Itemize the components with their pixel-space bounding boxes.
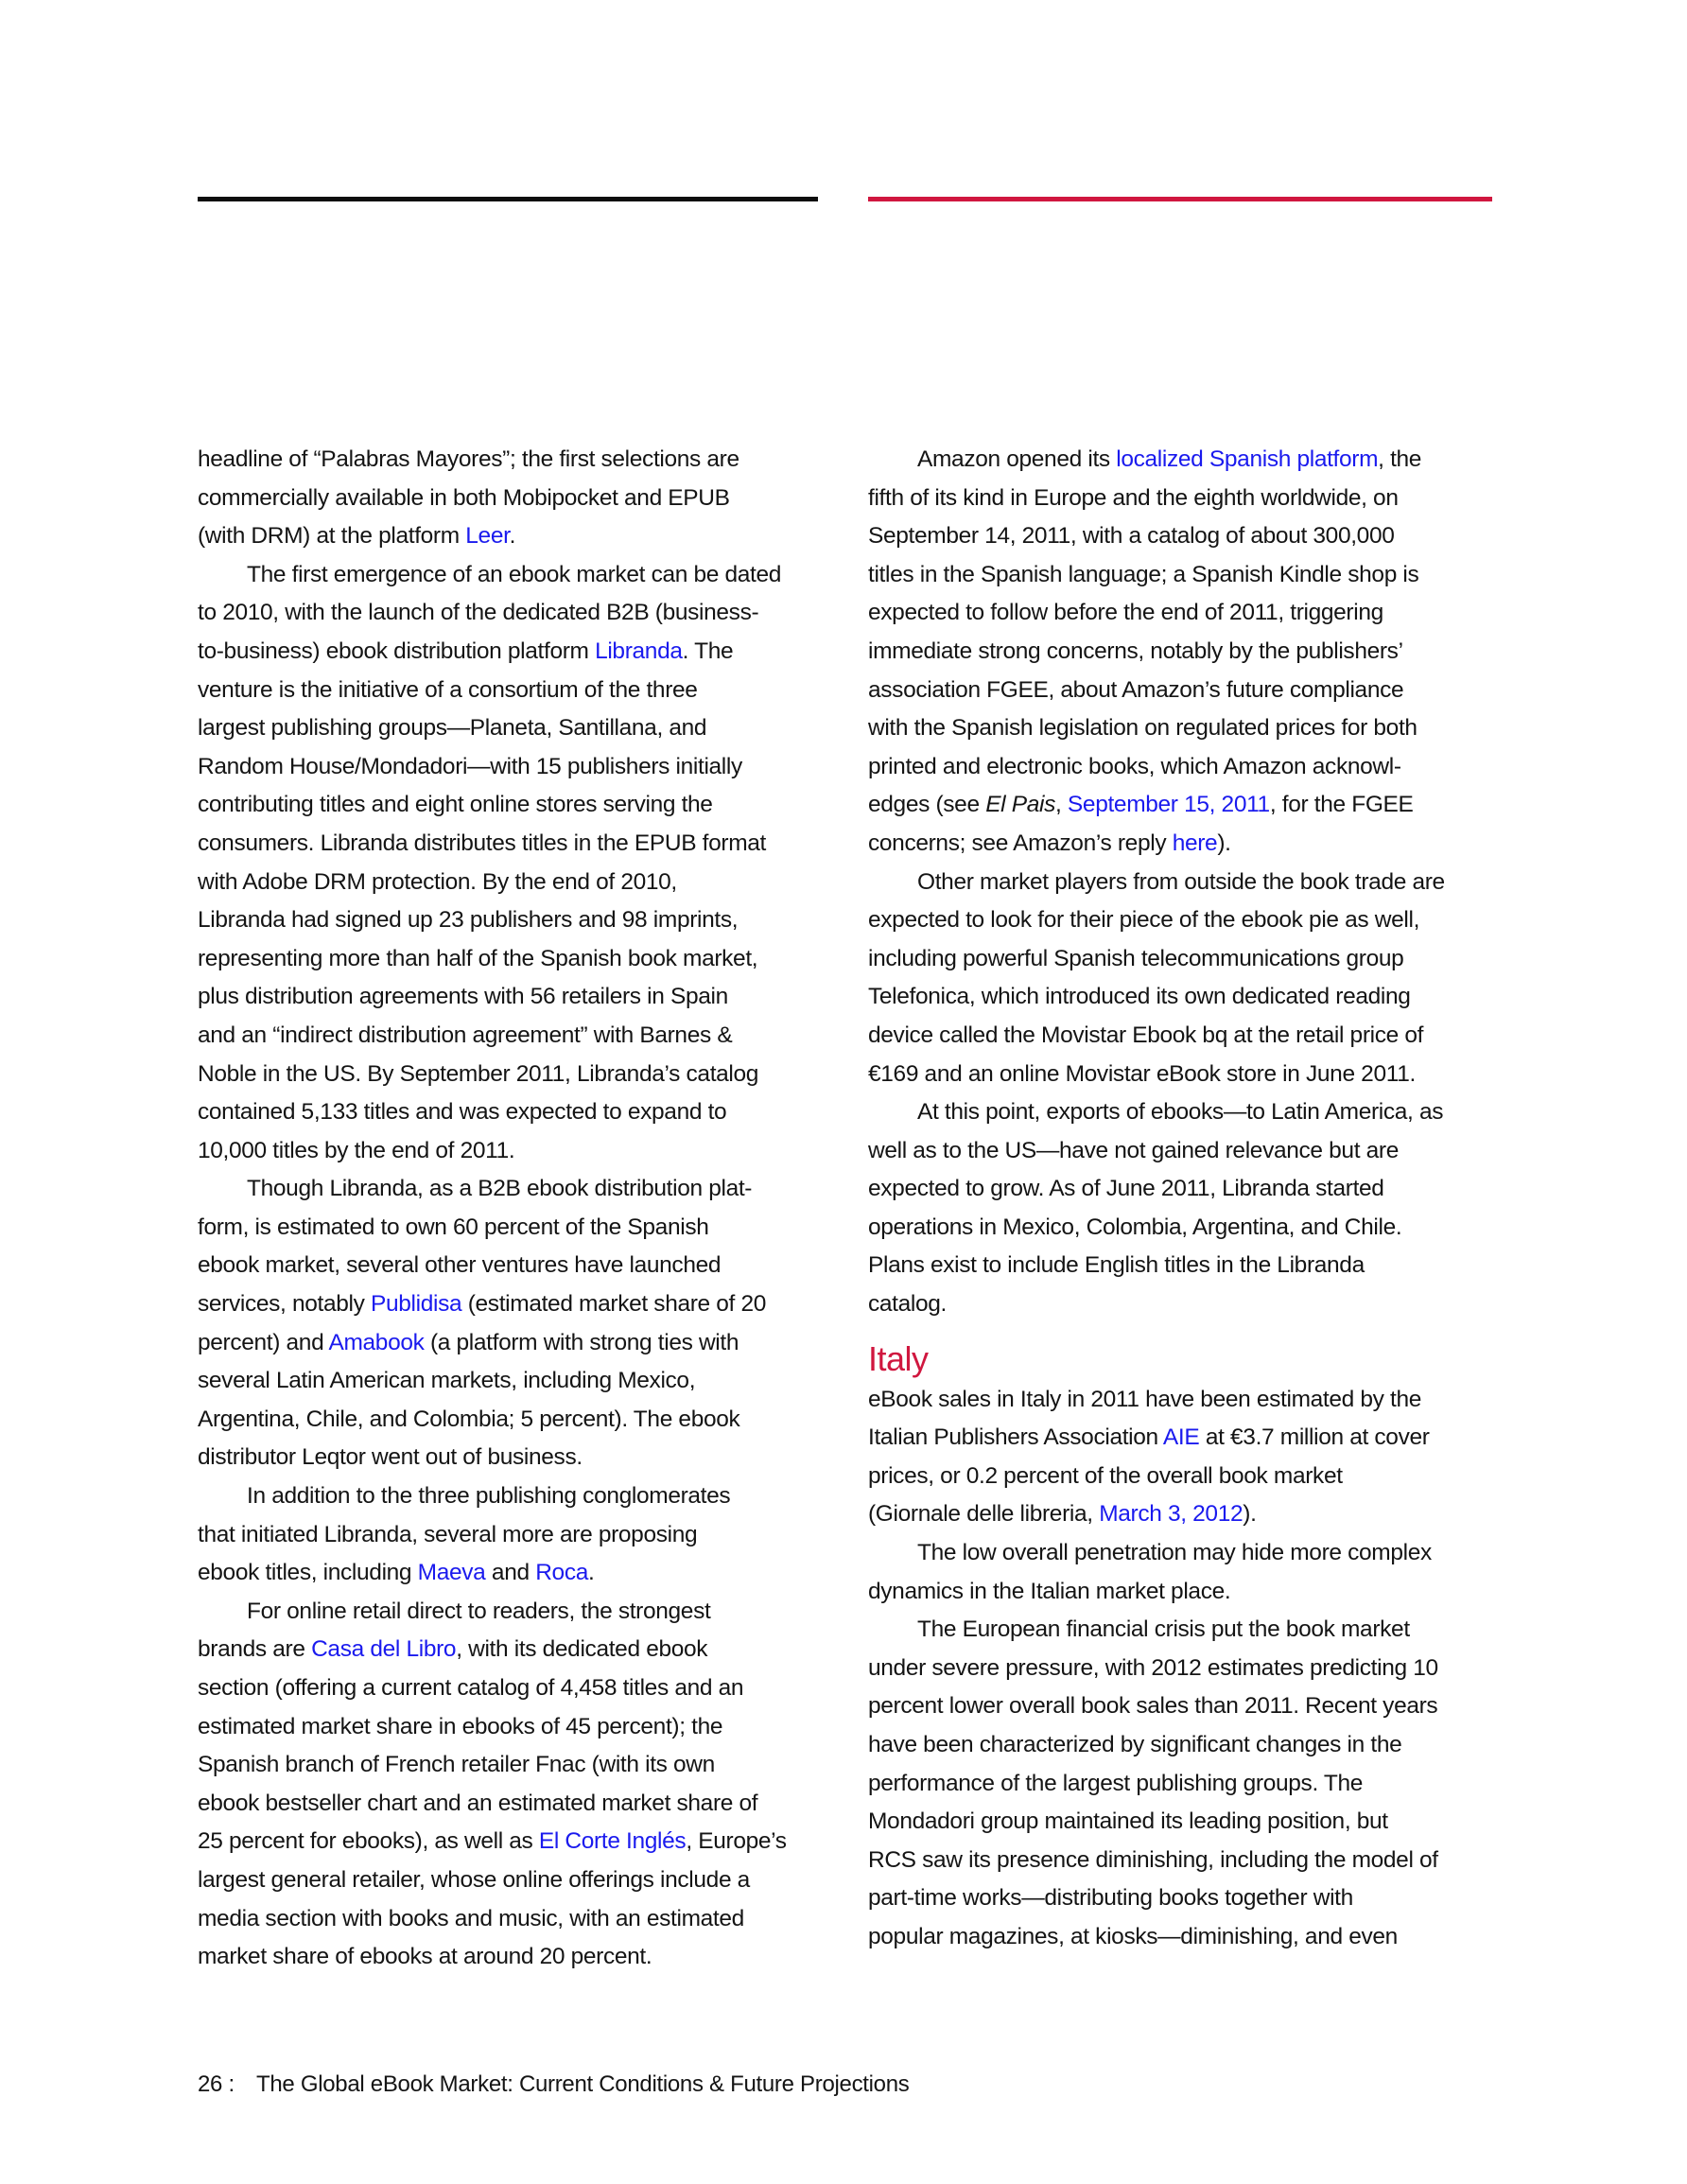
text-line <box>868 1573 1511 1612</box>
text-run: expected to grow. As of June 2011, Libranda started <box>868 1176 1384 1202</box>
text-run: consumers. Libranda distributes titles in the EPUB format <box>198 830 766 856</box>
text-line <box>868 441 1511 480</box>
text-line <box>198 978 841 1017</box>
text-line <box>198 940 841 979</box>
left-column <box>198 441 841 1977</box>
text-line <box>868 1285 1511 1324</box>
text-line <box>868 1534 1511 1573</box>
text-run: , <box>1055 792 1068 818</box>
text-run: largest publishing groups—Planeta, Santillana, and <box>198 715 707 742</box>
text-run: The European financial crisis put the book market <box>917 1616 1410 1643</box>
text-line <box>198 441 841 480</box>
text-line <box>198 1017 841 1056</box>
hyperlink[interactable]: Maeva <box>417 1560 486 1586</box>
text-line <box>198 1439 841 1477</box>
text-run: venture is the initiative of a consortium of the three <box>198 676 698 703</box>
text-run: Plans exist to include English titles in the Libranda <box>868 1252 1365 1279</box>
text-run: At this point, exports of ebooks—to Latin America, as <box>917 1099 1444 1126</box>
text-run: section (offering a current catalog of 4,458 titles and an <box>198 1675 744 1701</box>
text-line <box>868 633 1511 672</box>
hyperlink[interactable]: Casa del Libro <box>311 1636 457 1663</box>
text-line <box>868 1132 1511 1171</box>
text-line <box>198 1401 841 1440</box>
text-line <box>868 1419 1511 1458</box>
text-run: under severe pressure, with 2012 estimates predicting 10 <box>868 1654 1438 1681</box>
text-run: well as to the US—have not gained relevance but are <box>868 1137 1399 1163</box>
hyperlink[interactable]: Roca <box>535 1560 589 1586</box>
text-run: headline of “Palabras Mayores”; the first selections are <box>198 446 739 472</box>
left-column-rule <box>198 197 818 201</box>
text-line <box>198 1593 841 1632</box>
text-line <box>198 901 841 940</box>
text-line <box>198 556 841 595</box>
text-run: media section with books and music, with an estimated <box>198 1905 744 1931</box>
text-run: 10,000 titles by the end of 2011. <box>198 1137 515 1163</box>
text-line <box>198 825 841 864</box>
text-run: at €3.7 million at cover <box>1199 1424 1430 1451</box>
publication-title: The Global eBook Market: Current Conditions & Future Projections <box>256 2071 910 2097</box>
page-number: 26 : <box>198 2071 235 2097</box>
text-run: titles in the Spanish language; a Spanish Kindle shop is <box>868 561 1419 587</box>
text-run: , Europe’s <box>686 1828 787 1855</box>
text-run: ebook market, several other ventures have launched <box>198 1252 722 1279</box>
text-line <box>198 748 841 787</box>
text-line <box>868 786 1511 825</box>
hyperlink[interactable]: March 3, 2012 <box>1099 1501 1244 1528</box>
text-run: (Giornale delle libreria, <box>868 1501 1100 1528</box>
text-line <box>868 709 1511 748</box>
text-run: Random House/Mondadori—with 15 publishers initially <box>198 753 742 779</box>
text-line <box>868 1017 1511 1056</box>
text-run: percent) and <box>198 1329 329 1355</box>
text-line <box>198 1362 841 1401</box>
right-column-top-text <box>868 441 1511 1324</box>
text-run: performance of the largest publishing groups. The <box>868 1770 1364 1796</box>
right-column <box>868 441 1511 1957</box>
text-line <box>198 1170 841 1209</box>
text-run: have been characterized by significant changes in the <box>868 1732 1402 1757</box>
text-run: percent lower overall book sales than 2011. Recent years <box>868 1693 1438 1720</box>
text-line <box>868 864 1511 902</box>
text-run: ebook titles, including <box>198 1560 418 1586</box>
text-line <box>868 1842 1511 1880</box>
text-line <box>868 517 1511 556</box>
text-line <box>868 1458 1511 1496</box>
text-run: September 14, 2011, with a catalog of about 300,000 <box>868 523 1395 550</box>
text-line <box>198 864 841 902</box>
text-run: representing more than half of the Spanish book market, <box>198 945 758 971</box>
text-line <box>198 1324 841 1363</box>
text-run: €169 and an online Movistar eBook store in June 2011. <box>868 1060 1416 1087</box>
text-run: ebook bestseller chart and an estimated market share of <box>198 1790 758 1816</box>
text-line <box>198 1554 841 1593</box>
text-line <box>868 748 1511 787</box>
text-line <box>868 1879 1511 1918</box>
text-run: market share of ebooks at around 20 percent. <box>198 1944 652 1970</box>
text-run: The first emergence of an ebook market can be dated <box>247 561 782 587</box>
text-run: Telefonica, which introduced its own dedicated reading <box>868 984 1411 1010</box>
text-run: plus distribution agreements with 56 retailers in Spain <box>198 984 728 1010</box>
text-line <box>868 556 1511 595</box>
text-run: Italian Publishers Association <box>868 1424 1163 1451</box>
text-line <box>868 1765 1511 1804</box>
text-line <box>198 633 841 672</box>
text-run: expected to look for their piece of the ebook pie as well, <box>868 907 1420 934</box>
text-line <box>198 480 841 518</box>
text-run: ). <box>1243 1501 1257 1528</box>
text-line <box>868 1918 1511 1957</box>
text-line <box>868 480 1511 518</box>
text-run: popular magazines, at kiosks—diminishing, and even <box>868 1923 1398 1949</box>
text-run: (a platform with strong ties with <box>424 1329 739 1355</box>
text-run: , with its dedicated ebook <box>456 1636 708 1663</box>
hyperlink[interactable]: El Corte Inglés <box>538 1828 687 1855</box>
text-run: contained 5,133 titles and was expected to expand to <box>198 1099 727 1126</box>
text-line <box>868 1650 1511 1688</box>
text-run: eBook sales in Italy in 2011 have been estimated by the <box>868 1386 1422 1412</box>
text-run: to 2010, with the launch of the dedicated B2B (business- <box>198 600 759 626</box>
text-run: immediate strong concerns, notably by the publishers’ <box>868 638 1403 664</box>
text-run: In addition to the three publishing conglomerates <box>247 1483 731 1510</box>
text-run: form, is estimated to own 60 percent of the Spanish <box>198 1214 709 1240</box>
text-run: device called the Movistar Ebook bq at the retail price of <box>868 1022 1424 1048</box>
text-line <box>868 825 1511 864</box>
text-run: catalog. <box>868 1291 948 1318</box>
text-line <box>198 1209 841 1248</box>
text-run: concerns; see Amazon’s reply <box>868 830 1173 856</box>
text-line <box>868 1687 1511 1726</box>
text-run: to-business) ebook distribution platform <box>198 638 596 664</box>
text-line <box>868 1803 1511 1842</box>
text-run: Mondadori group maintained its leading position, but <box>868 1808 1388 1835</box>
text-run: printed and electronic books, which Amazon acknowl- <box>868 753 1401 779</box>
text-line <box>198 1056 841 1094</box>
text-line <box>198 1785 841 1824</box>
text-run: prices, or 0.2 percent of the overall book market <box>868 1462 1343 1489</box>
text-line <box>868 901 1511 940</box>
hyperlink[interactable]: Libranda <box>595 638 683 664</box>
text-line <box>198 1823 841 1861</box>
text-run: Other market players from outside the book trade are <box>917 868 1445 895</box>
text-line <box>198 1093 841 1132</box>
text-run: , for the FGEE <box>1269 792 1414 818</box>
text-run: including powerful Spanish telecommunications group <box>868 945 1404 971</box>
text-run: 25 percent for ebooks), as well as <box>198 1828 539 1855</box>
hyperlink[interactable]: Publidisa <box>370 1291 462 1318</box>
text-run: with Adobe DRM protection. By the end of 2010, <box>198 868 677 895</box>
text-run: part-time works—distributing books together with <box>868 1885 1353 1912</box>
text-line <box>198 594 841 633</box>
text-run: largest general retailer, whose online offerings include a <box>198 1866 750 1893</box>
text-run: . The <box>682 638 734 664</box>
text-run: ). <box>1217 830 1231 856</box>
text-line <box>198 1516 841 1555</box>
text-run: and <box>485 1560 536 1586</box>
hyperlink[interactable]: Leer <box>465 523 510 550</box>
text-run: that initiated Libranda, several more are proposing <box>198 1521 698 1547</box>
text-run: Though Libranda, as a B2B ebook distribution plat- <box>247 1176 753 1202</box>
text-run: distributor Leqtor went out of business. <box>198 1444 583 1471</box>
text-run: Noble in the US. By September 2011, Libranda’s catalog <box>198 1060 759 1087</box>
text-run: For online retail direct to readers, the strongest <box>247 1598 711 1624</box>
text-run: with the Spanish legislation on regulated prices for both <box>868 715 1417 742</box>
text-run: several Latin American markets, including Mexico, <box>198 1368 696 1394</box>
text-line <box>198 1132 841 1171</box>
text-line <box>868 1093 1511 1132</box>
page-footer <box>198 2071 909 2098</box>
text-run: , the <box>1378 446 1422 472</box>
text-run: estimated market share in ebooks of 45 percent); the <box>198 1713 723 1739</box>
text-line <box>868 594 1511 633</box>
text-run: Amazon opened its <box>917 446 1117 472</box>
text-line <box>198 1861 841 1900</box>
text-line <box>198 1631 841 1669</box>
text-line <box>868 672 1511 710</box>
hyperlink[interactable]: Amabook <box>328 1329 425 1355</box>
italic-title: El Pais <box>985 792 1055 818</box>
text-line <box>198 517 841 556</box>
text-line <box>198 1477 841 1516</box>
text-line <box>198 1669 841 1708</box>
text-line <box>868 1247 1511 1285</box>
hyperlink[interactable]: here <box>1172 830 1218 856</box>
text-run: Libranda had signed up 23 publishers and 98 imprints, <box>198 907 739 934</box>
text-run: association FGEE, about Amazon’s future compliance <box>868 676 1404 703</box>
text-line <box>868 978 1511 1017</box>
text-run: contributing titles and eight online stores serving the <box>198 792 713 818</box>
text-line <box>198 786 841 825</box>
text-run: . <box>588 1560 595 1586</box>
text-run: brands are <box>198 1636 312 1663</box>
text-run: services, notably <box>198 1291 371 1318</box>
text-line <box>868 1381 1511 1420</box>
hyperlink[interactable]: AIE <box>1162 1424 1200 1451</box>
text-line <box>198 672 841 710</box>
text-run: expected to follow before the end of 2011, triggering <box>868 600 1383 626</box>
text-run: . <box>509 523 516 550</box>
text-line <box>198 1708 841 1747</box>
text-run: RCS saw its presence diminishing, including the model of <box>868 1846 1438 1873</box>
text-run: (estimated market share of 20 <box>461 1291 767 1318</box>
text-run: Argentina, Chile, and Colombia; 5 percent). The ebook <box>198 1406 740 1432</box>
text-run: The low overall penetration may hide more complex <box>917 1540 1432 1566</box>
text-run: and an “indirect distribution agreement” with Barnes & <box>198 1022 733 1048</box>
text-line <box>868 1726 1511 1765</box>
hyperlink[interactable]: localized Spanish platform <box>1116 446 1379 472</box>
text-run: commercially available in both Mobipocket and EPUB <box>198 484 730 511</box>
text-run: fifth of its kind in Europe and the eighth worldwide, on <box>868 484 1399 511</box>
text-line <box>198 1285 841 1324</box>
hyperlink[interactable]: September 15, 2011 <box>1067 792 1270 818</box>
text-line <box>868 1495 1511 1534</box>
text-line <box>198 1900 841 1939</box>
text-line <box>868 1170 1511 1209</box>
right-column-bottom-text <box>868 1381 1511 1957</box>
text-line <box>198 1938 841 1977</box>
text-run: operations in Mexico, Colombia, Argentina, and Chile. <box>868 1214 1402 1240</box>
text-line <box>868 1209 1511 1248</box>
text-line <box>198 709 841 748</box>
text-line <box>868 1056 1511 1094</box>
text-line <box>198 1247 841 1285</box>
text-line <box>198 1746 841 1785</box>
right-column-rule <box>868 197 1492 201</box>
text-run: Spanish branch of French retailer Fnac (with its own <box>198 1752 715 1778</box>
text-line <box>868 940 1511 979</box>
text-line <box>868 1611 1511 1650</box>
text-run: dynamics in the Italian market place. <box>868 1578 1231 1604</box>
text-run: edges (see <box>868 792 986 818</box>
section-heading-italy: Italy <box>868 1338 929 1378</box>
text-run: (with DRM) at the platform <box>198 523 466 550</box>
